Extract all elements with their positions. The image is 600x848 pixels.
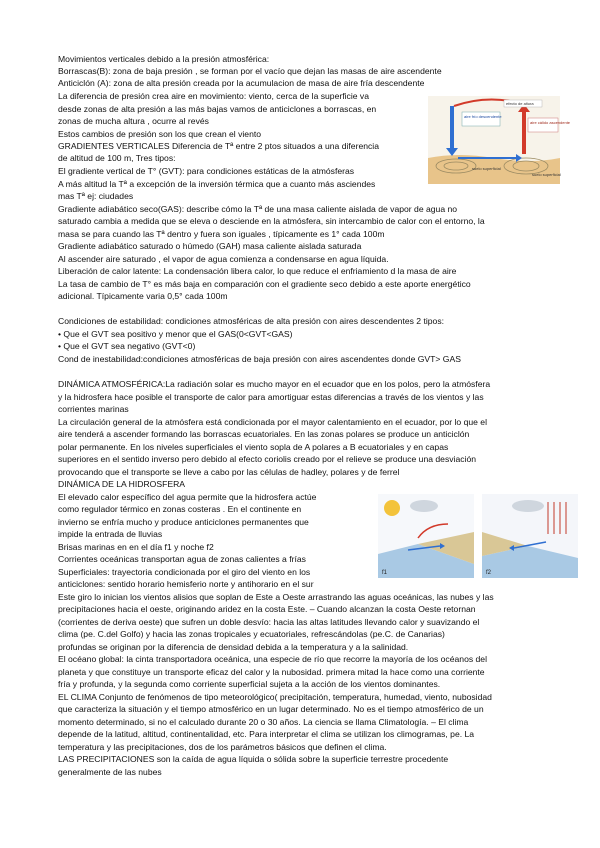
warm-arrow <box>522 110 526 154</box>
text-line: La tasa de cambio de T° es más baja en comparación con el gradiente seco debido a este aporte energético <box>58 279 471 289</box>
text-line: profundas se originan por la diferencia de densidad debida a la temperatura y a la salinidad. <box>58 642 409 652</box>
text-line: Estos cambios de presión son los que crean el viento <box>58 129 262 139</box>
text-line: • Que el GVT sea positivo y menor que el GAS(0<GVT<GAS) <box>58 329 293 339</box>
text-line: corrientes marinas <box>58 404 129 414</box>
text-line: El océano global: la cinta transportadora oceánica, una especie de río que recorre la mayoría de los océanos del <box>58 654 487 664</box>
text-line: El gradiente vertical de T° (GVT): para condiciones estáticas de la atmósferas <box>58 166 355 176</box>
label-transfer: efecto de altura <box>506 101 534 106</box>
text-line: que caracteriza la situación y el tiempo atmosférico en un lugar determinado. No es el tiempo atmosférico de un <box>58 704 484 714</box>
text-line: planeta y que constituye un transporte eficaz del calor y la nubosidad. primera mitad la hace como una corriente <box>58 667 485 677</box>
label-cold-surface: suelo superficial <box>472 166 501 171</box>
cold-arrow <box>450 106 454 150</box>
text-line: Al ascender aire saturado , el vapor de agua comienza a condensarse en agua líquida. <box>58 254 389 264</box>
breeze-night-panel <box>482 494 578 578</box>
label-descending: aire frío descendente <box>464 114 502 119</box>
text-line: precipitaciones hacia el oeste, originando aridez en la costa Este. – Cuando alcanzan la costa Oeste retornan <box>58 604 476 614</box>
text-line: DINÁMICA DE LA HIDROSFERA <box>58 479 186 489</box>
text-line: como regulador térmico en zonas costeras . En el continente en <box>58 504 302 514</box>
text-line: invierno se enfría mucho y produce anticiclones permanentes que <box>58 517 309 527</box>
text-line: provocando que el transporte se lleve a cabo por las células de hadley, polares y de ferrel <box>58 467 400 477</box>
text-line: masa se para cuando las Tª dentro y fuera son iguales , típicamente es 1° cada 100m <box>58 229 385 239</box>
text-line: polar permanente. En los niveles superficiales el viento sopla de A polares a B ecuatoriales y en capas <box>58 442 449 452</box>
text-line: Liberación de calor latente: La condensación libera calor, lo que reduce el enfriamiento d la masa de aire <box>58 266 457 276</box>
text-line: y la hidrosfera hace posible el transporte de calor para amortiguar estas diferencias a través de los vientos y las <box>58 392 484 402</box>
text-line: Borrascas(B): zona de baja presión , se forman por el vacío que dejan las masas de aire ascendente <box>58 66 442 76</box>
text-line: desde zonas de alta presión a las más bajas vamos de anticiclones a borrascas, en <box>58 104 377 114</box>
text-line: El elevado calor específico del agua permite que la hidrosfera actúe <box>58 492 317 502</box>
label-ascending: aire cálido ascendente <box>530 120 571 125</box>
sun-icon <box>384 500 400 516</box>
label-f1: f1 <box>382 570 388 576</box>
text-line: generalmente de las nubes <box>58 767 162 777</box>
sea-breeze-diagram <box>378 494 578 578</box>
pressure-diagram <box>428 96 571 184</box>
label-warm-surface: suelo superficial <box>532 172 561 177</box>
text-line: clima (pe. C.del Golfo) y hacia las zonas tropicales y ecuatoriales, refrescándolas (pe.C. de Canarias) <box>58 629 445 639</box>
text-line: depende de la latitud, altitud, continentalidad, etc. Para interpretar el clima se utilizan los climogramas, pe. La <box>58 729 475 739</box>
cloud-icon <box>512 500 544 512</box>
text-line: Gradiente adiabático saturado o húmedo (GAH) masa caliente aislada saturada <box>58 241 362 251</box>
text-line: fría y profunda, y la segunda como corriente superficial sujeta a la acción de los vientos dominantes. <box>58 679 441 689</box>
text-line: EL CLIMA Conjunto de fenómenos de tipo meteorológico( precipitación, temperatura, humedad, viento, nubosidad <box>58 692 492 702</box>
text-line: • Que el GVT sea negativo (GVT<0) <box>58 341 196 351</box>
text-line: Superficiales: trayectoria condicionada por el giro del viento en los <box>58 567 311 577</box>
text-line: A más altitud la Tª a excepción de la inversión térmica que a cuanto más asciendes <box>58 179 376 189</box>
text-line: temperatura y las precipitaciones, dos de los parámetros básicos que definen el clima. <box>58 742 387 752</box>
text-line: LAS PRECIPITACIONES son la caída de agua líquida o sólida sobre la superficie terrestre procedente <box>58 754 449 764</box>
text-line: Cond de inestabilidad:condiciones atmosféricas de baja presión con aires ascendentes donde GVT> GAS <box>58 354 461 364</box>
text-line: momento determinado, si no el calculado durante 20 o 30 años. La ciencia se llama Climatología. – El clima <box>58 717 469 727</box>
text-line: DINÁMICA ATMOSFÉRICA:La radiación solar es mucho mayor en el ecuador que en los polos, pero la atmósfera <box>58 379 491 389</box>
text-line: Condiciones de estabilidad: condiciones atmosféricas de alta presión con aires descendentes 2 tipos: <box>58 316 444 326</box>
text-line: GRADIENTES VERTICALES Diferencia de Tª entre 2 ptos situados a una diferencia <box>58 141 379 151</box>
text-line: mas Tª ej: ciudades <box>58 191 134 201</box>
text-line: Movimientos verticales debido a la presión atmosférica: <box>58 54 270 64</box>
breeze-day-panel <box>378 494 474 578</box>
text-line: Gradiente adiabático seco(GAS): describe cómo la Tª de una masa caliente aislada de vapor de agua no <box>58 204 458 214</box>
text-line: impide la entrada de lluvias <box>58 529 163 539</box>
text-line: Brisas marinas en en el día f1 y noche f2 <box>58 542 214 552</box>
text-line: zonas de mucha altura , ocurre al revés <box>58 116 209 126</box>
label-f2: f2 <box>486 570 492 576</box>
text-line: Corrientes oceánicas transportan agua de zonas calientes a frías <box>58 554 306 564</box>
text-line: adicional. Típicamente varia 0,5° cada 100m <box>58 291 228 301</box>
text-line: aire tenderá a ascender formando las borrascas ecuatoriales. En las zonas polares se produce un anticiclón <box>58 429 470 439</box>
text-line: La circulación general de la atmósfera está condicionada por el mayor calentamiento en el ecuador, por lo que el <box>58 417 487 427</box>
text-line: anticiclones: sentido horario hemisferio norte y antihorario en el sur <box>58 579 314 589</box>
text-line: Este giro lo inician los vientos alisios que soplan de Este a Oeste arrastrando las aguas oceánicas, las nubes y las <box>58 592 494 602</box>
cloud-icon <box>410 500 438 512</box>
text-line: La diferencia de presión crea aire en movimiento: viento, cerca de la superficie va <box>58 91 369 101</box>
text-line: (corrientes de deriva oeste) que sufren un doble desvío: hacia las altas latitudes llevando calor y suavizando el <box>58 617 480 627</box>
text-line: superiores en el sentido inverso pero debido al efecto coriolis creado por el relieve se produce una desviación <box>58 454 477 464</box>
text-line: de altitud de 100 m, Tres tipos: <box>58 153 176 163</box>
text-line: Anticiclón (A): zona de alta presión creada por la acumulacion de masa de aire fría descendente <box>58 78 425 88</box>
text-line: saturado cambia a medida que se eleva o desciende en la atmósfera, sin intercambio de calor con el entorno, la <box>58 216 485 226</box>
